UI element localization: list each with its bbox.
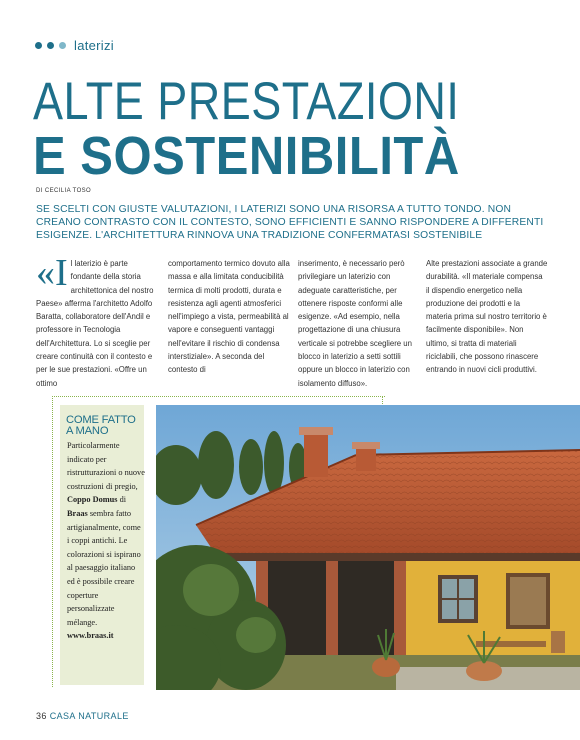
bullet-dot-icon [59, 42, 66, 49]
section-tag [35, 38, 114, 53]
magazine-name: CASA NATURALE [49, 711, 129, 721]
body-column-3: inserimento, è necessario però privilegiare un laterizio con adeguate caratteristiche, per ottenere risposte conformi alle esigenze. «Ad esempio, nella progettazione di una chiusura verticale si potrebbe scegliere un blocco in laterizio a setti sottili oppure un blocco in laterizio con isolamento diffuso». [298, 259, 412, 388]
sidebar-text [67, 439, 145, 643]
house-photo [156, 405, 580, 690]
title-line-1: ALTE PRESTAZIONI [33, 70, 460, 131]
sidebar-rest: sembra fatto artigianalmente, come i coppi antichi. Le colorazioni si ispirano al paesaggio italiano ed è possibile creare coperture personalizzate mélange. [67, 508, 141, 627]
body-text-1: l laterizio è parte fondante della storia architettonica del nostro Paese» afferma l'architetto Adolfo Baratta, collaboratore dell'Andil e professore in Tecnologia dell'Architettura. Lo si sceglie per creare continuità con il contesto e per le sue prestazioni. «Offre un ottimo [36, 259, 154, 388]
sidebar-product: Coppo Domus [67, 495, 118, 505]
sidebar-url: www.braas.it [67, 631, 114, 641]
sidebar-title: COME FATTO A MANO [66, 414, 136, 437]
house-photo-illustration [156, 405, 580, 690]
sidebar-di: di [119, 495, 127, 505]
sidebar-brand: Braas [67, 508, 88, 518]
bullet-dot-icon [35, 42, 42, 49]
page-footer [36, 711, 129, 721]
section-label: laterizi [74, 38, 114, 53]
lead-paragraph: SE SCELTI CON GIUSTE VALUTAZIONI, I LATERIZI SONO UNA RISORSA A TUTTO TONDO. NON CREANO CONTRASTO CON IL CONTESTO, SONO EFFICIENTI E SANNO RISPONDERE A DIFFERENTI ESIGENZE. L'ARCHITETTURA RINNOVA UNA TRADIZIONE CONFERMATASI SOSTENIBILE [36, 204, 544, 241]
title-line-2: E SOSTENIBILITÀ [33, 126, 460, 187]
bullet-dot-icon [47, 42, 54, 49]
sidebar-intro: Particolarmente indicato per ristrutturazioni o nuove costruzioni di pregio, [67, 441, 145, 491]
article-title [33, 70, 460, 187]
body-column-1 [36, 252, 158, 390]
drop-cap: «I [36, 252, 68, 294]
body-column-2: comportamento termico dovuto alla massa e alla limitata conducibilità termica di molti prodotti, durata e resistenza agli agenti atmosferici nell'impiego a vista, permeabilità al vapore e conseguenti vantaggi nell'evitare il rischio di condensa interstiziale». A seconda del contesto di [168, 259, 290, 375]
byline: DI CECILIA TOSO [36, 188, 92, 194]
sidebar-box [60, 405, 144, 685]
page-number: 36 [36, 711, 47, 721]
body-column-4: Alte prestazioni associate a grande durabilità. «Il materiale compensa il dispendio energetico nella produzione dei prodotti e la materia prima sul nostro territorio è facilmente disponibile». Non ultimo, si tratta di materiali riciclabili, che possono rinascere entrando in nuovi cicli produttivi. [426, 259, 548, 375]
